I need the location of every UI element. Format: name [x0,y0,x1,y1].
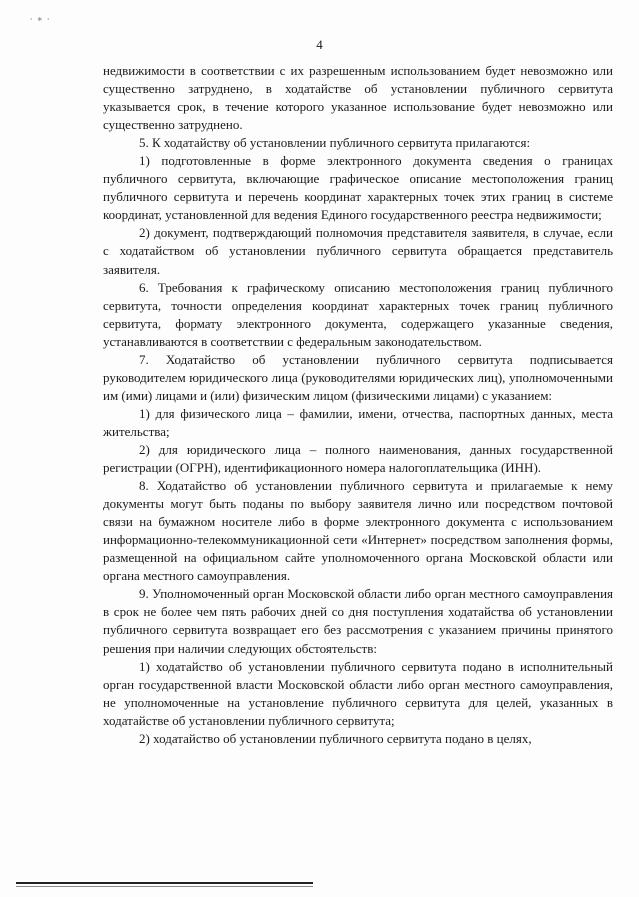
paragraph-item-7-2: 2) для юридического лица – полного наименования, данных государственной регистрации (ОГРН), идентификационного номера налогоплательщика (ИНН). [103,441,613,476]
paragraph-item-9-1: 1) ходатайство об установлении публичного сервитута подано в исполнительный орган государственной власти Московской области либо орган местного самоуправления, не уполномоченные на установление публичного сервитута для целей, указанных в ходатайстве об установлении публичного сервитута; [103,658,613,728]
paragraph-item-5-1: 1) подготовленные в форме электронного документа сведения о границах публичного сервитута, включающие графическое описание местоположения границ публичного сервитута и перечень координат характерных точек этих границ в системе координат, установленной для ведения Единого государственного реестра недвижимости; [103,153,613,223]
paragraph-item-7: 7. Ходатайство об установлении публичного сервитута подписывается руководителем юридического лица (руководителями юридических лиц), уполномоченными им (ими) лицами и (или) физическим лицом (физическими лицами) с указанием: [103,351,613,403]
footer-divider-thin [16,886,313,887]
paragraph-item-6: 6. Требования к графическому описанию местоположения границ публичного сервитута, точности определения координат характерных точек границ публичного сервитута, формату электронного документа, содержащего указанные сведения, устанавливаются в соответствии с федеральным законодательством. [103,279,613,349]
page-number: 4 [316,37,323,52]
scan-artifact: ⸱ ∗ ⸱ [30,14,51,24]
paragraph-item-9: 9. Уполномоченный орган Московской области либо орган местного самоуправления в срок не более чем пять рабочих дней со дня поступления ходатайства об установлении публичного сервитута возвращает его без рассмотрения с указанием причины принятого решения при наличии следующих обстоятельств: [103,586,613,656]
footer-divider [16,882,313,884]
paragraph-item-7-1: 1) для физического лица – фамилии, имени, отчества, паспортных данных, места жительства; [103,405,613,439]
document-body [103,62,613,748]
paragraph-item-9-2: 2) ходатайство об установлении публичного сервитута подано в целях, [139,730,532,746]
paragraph-continuation: недвижимости в соответствии с их разрешенным использованием будет невозможно или существенно затруднено, в ходатайстве об установлении публичного сервитута указывается срок, в течение которого указанное использование будет невозможно или существенно затруднено. [103,63,613,133]
paragraph-item-5-2: 2) документ, подтверждающий полномочия представителя заявителя, в случае, если с ходатайством об установлении публичного сервитута обращается представитель заявителя. [103,225,613,277]
paragraph-item-5: 5. К ходатайству об установлении публичного сервитута прилагаются: [139,135,531,151]
paragraph-item-8: 8. Ходатайство об установлении публичного сервитута и прилагаемые к нему документы могут быть поданы по выбору заявителя лично или посредством почтовой связи на бумажном носителе либо в форме электронного документа с использованием информационно-телекоммуникационной сети «Интернет» посредством заполнения формы, размещенной на официальном сайте уполномоченного органа Московской области или органа местного самоуправления. [103,478,613,584]
